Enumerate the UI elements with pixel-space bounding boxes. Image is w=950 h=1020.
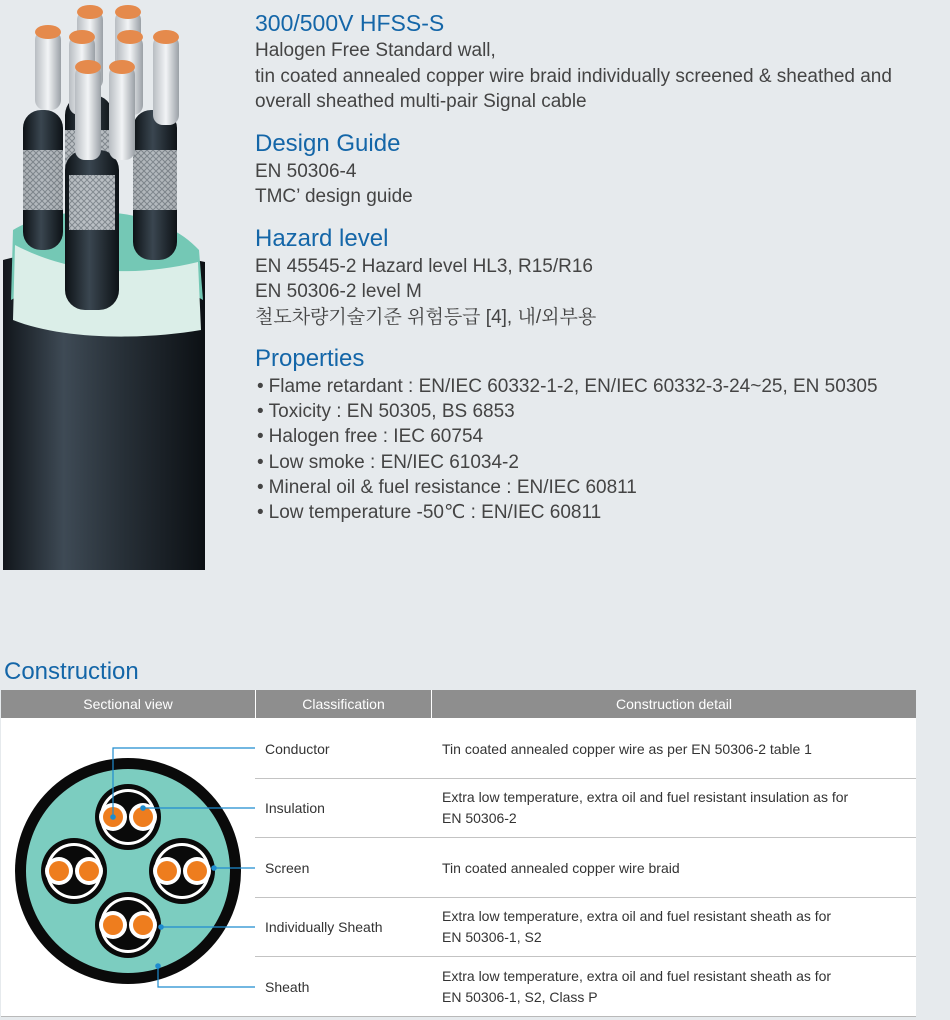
design-guide-line: TMC’ design guide [255,186,413,207]
property-item: • Halogen free : IEC 60754 [255,424,945,449]
detail-line: Extra low temperature, extra oil and fuel resistant sheath as for [442,968,832,984]
detail-cell [442,897,902,957]
properties-section [255,344,945,525]
property-item: • Low temperature -50℃ : EN/IEC 60811 [255,500,945,525]
hazard-line: 철도차량기술기준 위험등급 [4], 내/외부용 [255,306,597,328]
pair-bottom [95,892,161,958]
table-row [255,897,916,957]
classification-cell: Individually Sheath [265,919,383,935]
properties-heading: Properties [255,345,365,372]
property-item: • Toxicity : EN 50305, BS 6853 [255,399,945,424]
table-row [255,957,916,1017]
detail-line: Tin coated annealed copper wire braid [442,859,680,876]
product-description-line: overall sheathed multi-pair Signal cable [255,91,587,112]
detail-line: EN 50306-1, S2 [442,929,542,945]
cross-section-diagram [1,718,255,1016]
hazard-heading: Hazard level [255,224,389,252]
hazard-section [255,224,945,331]
classification-cell: Conductor [265,741,330,757]
detail-line: Extra low temperature, extra oil and fuel resistant sheath as for [442,908,832,924]
pair-left [41,838,107,904]
detail-line: Extra low temperature, extra oil and fuel resistant insulation as for [442,789,849,805]
detail-cell [442,719,902,779]
product-description-line: Halogen Free Standard wall, [255,40,496,61]
classification-cell: Screen [265,860,310,876]
design-guide-heading: Design Guide [255,129,401,157]
table-row [255,838,916,898]
table-row [255,719,916,779]
table-row [255,778,916,838]
classification-cell: Sheath [265,979,310,995]
product-description-line: tin coated annealed copper wire braid individually screened & sheathed and [255,65,892,87]
pair-top [95,784,161,850]
hazard-line: EN 45545-2 Hazard level HL3, R15/R16 [255,255,593,277]
product-info [255,8,945,525]
construction-heading: Construction [4,658,139,685]
design-guide-section [255,129,945,210]
detail-cell [442,957,902,1017]
table-header [1,690,916,718]
product-title: 300/500V HFSS-S [255,10,445,36]
detail-line: Tin coated annealed copper wire as per EN 50306-2 table 1 [442,740,812,757]
property-item: • Low smoke : EN/IEC 61034-2 [255,450,945,475]
hazard-line: EN 50306-2 level M [255,281,422,302]
detail-line: EN 50306-1, S2, Class P [442,989,598,1005]
design-guide-line: EN 50306-4 [255,160,357,182]
properties-list [255,374,945,525]
column-header: Sectional view [83,696,173,712]
column-header: Construction detail [616,696,732,712]
cable-photo [3,0,205,570]
detail-line: EN 50306-2 [442,810,517,826]
detail-cell [442,838,902,898]
pair-right [149,838,215,904]
property-item: • Flame retardant : EN/IEC 60332-1-2, EN/IEC 60332-3-24~25, EN 50305 [255,374,945,399]
property-item: • Mineral oil & fuel resistance : EN/IEC 60811 [255,475,945,500]
classification-cell: Insulation [265,800,325,816]
construction-table [1,690,916,1017]
detail-cell [442,778,902,838]
column-header: Classification [302,696,385,712]
